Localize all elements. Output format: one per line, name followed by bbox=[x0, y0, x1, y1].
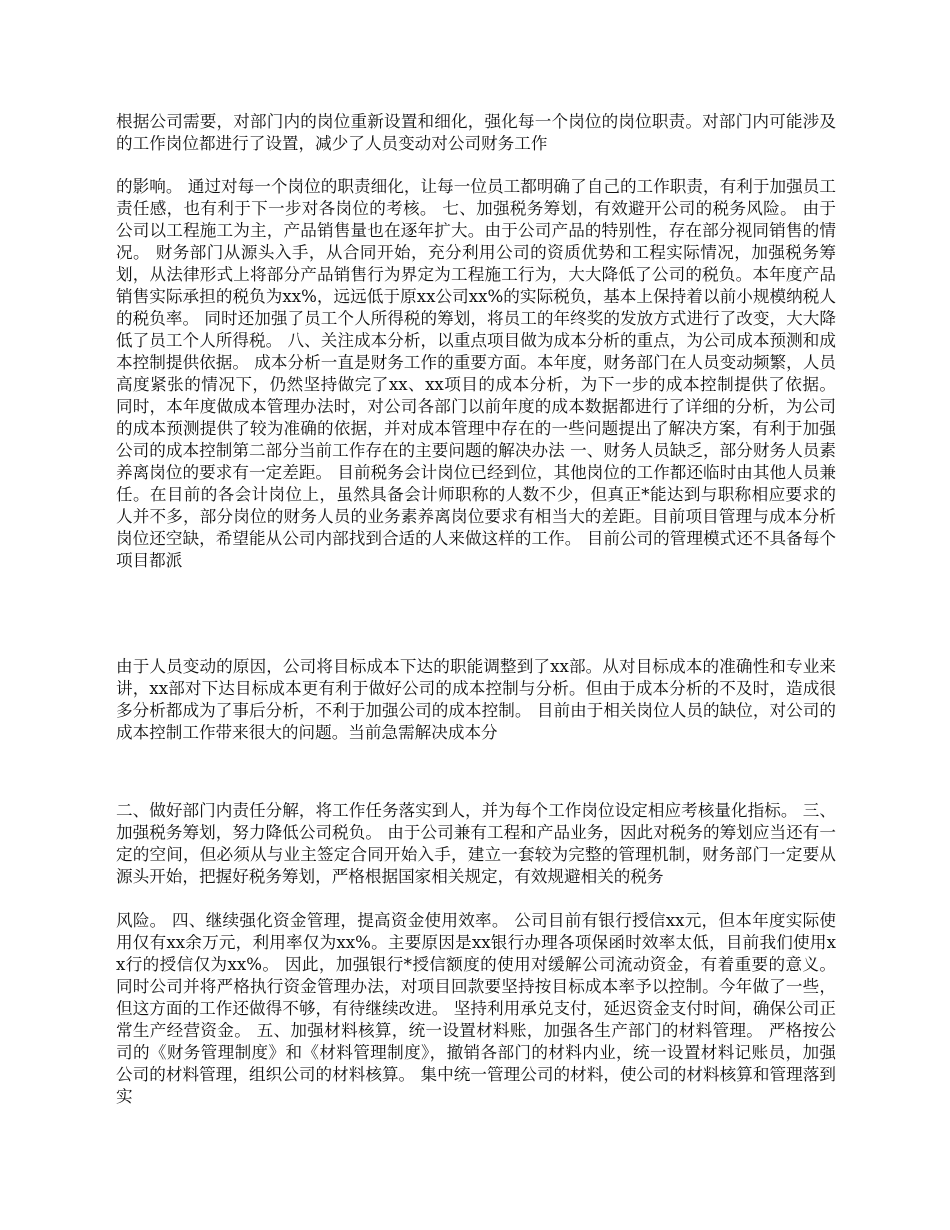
paragraph-5: 风险。 四、继续强化资金管理，提高资金使用效率。 公司目前有银行授信xx元，但本年度实际使用仅有xx余万元，利用率仅为xx%。主要原因是xx银行办理各项保函时效率太低，目前我们使用xx行的授信仅为xx%。 因此，加强银行*授信额度的使用对缓解公司流动资金，有着重要的意义。 同时公司并将严格执行资金管理办法，对项目回款要坚持按目标成本率予以控制。今年做了一些，但这方面的工作还做得不够，有待继续改进。 坚持利用承兑支付，延迟资金支付时间，确保公司正常生产经营资金。 五、加强材料核算，统一设置材料账，加强各生产部门的材料管理。 严格按公司的《财务管理制度》和《材料管理制度》，撤销各部门的材料内业，统一设置材料记账员，加强公司的材料管理，组织公司的材料核算。 集中统一管理公司的材料，使公司的材料核算和管理落到实 bbox=[116, 911, 836, 1106]
paragraph-1: 根据公司需要，对部门内的岗位重新设置和细化，强化每一个岗位的岗位职责。对部门内可能涉及的工作岗位都进行了设置，减少了人员变动对公司财务工作 bbox=[116, 112, 836, 153]
paragraph-4: 二、做好部门内责任分解，将工作任务落实到人，并为每个工作岗位设定相应考核量化指标。 三、加强税务筹划，努力降低公司税负。 由于公司兼有工程和产品业务，因此对税务的筹划应当还有一定的空间，但必须从与业主签定合同开始入手，建立一套较为完整的管理机制，财务部门一定要从源头开始，把握好税务筹划，严格根据国家相关规定，有效规避相关的税务 bbox=[116, 801, 836, 886]
paragraph-2: 的影响。 通过对每一个岗位的职责细化，让每一位员工都明确了自己的工作职责，有利于加强员工责任感，也有利于下一步对各岗位的考核。 七、加强税务筹划，有效避开公司的税务风险。 由于公司以工程施工为主，产品销售量也在逐年扩大。由于公司产品的特别性，存在部分视同销售的情况。 财务部门从源头入手，从合同开始，充分利用公司的资质优势和工程实际情况，加强税务筹划，从法律形式上将部分产品销售行为界定为工程施工行为，大大降低了公司的税负。本年度产品销售实际承担的税负为xx%，远远低于原xx公司xx%的实际税负，基本上保持着以前小规模纳税人的税负率。 同时还加强了员工个人所得税的筹划，将员工的年终奖的发放方式进行了改变，大大降低了员工个人所得税。 八、关注成本分析，以重点项目做为成本分析的重点，为公司成本预测和成本控制提供依据。 成本分析一直是财务工作的重要方面。本年度，财务部门在人员变动频繁，人员高度紧张的情况下，仍然坚持做完了xx、xx项目的成本分析，为下一步的成本控制提供了依据。 同时，本年度做成本管理办法时，对公司各部门以前年度的成本数据都进行了详细的分析，为公司的成本预测提供了较为准确的依据，并对成本管理中存在的一些问题提出了解决方案，有利于加强公司的成本控制第二部分当前工作存在的主要问题的解决办法 一、财务人员缺乏，部分财务人员素养离岗位的要求有一定差距。 目前税务会计岗位已经到位，其他岗位的工作都还临时由其他人员兼任。在目前的各会计岗位上，虽然具备会计师职称的人数不少，但真正*能达到与职称相应要求的人并不多，部分岗位的财务人员的业务素养离岗位要求有相当大的差距。目前项目管理与成本分析岗位还空缺，希望能从公司内部找到合适的人来做这样的工作。 目前公司的管理模式还不具备每个项目都派 bbox=[116, 177, 836, 570]
paragraph-3: 由于人员变动的原因，公司将目标成本下达的职能调整到了xx部。从对目标成本的准确性和专业来讲，xx部对下达目标成本更有利于做好公司的成本控制与分析。但由于成本分析的不及时，造成很多分析都成为了事后分析，不利于加强公司的成本控制。 目前由于相关岗位人员的缺位，对公司的成本控制工作带来很大的问题。当前急需解决成本分 bbox=[116, 657, 836, 742]
